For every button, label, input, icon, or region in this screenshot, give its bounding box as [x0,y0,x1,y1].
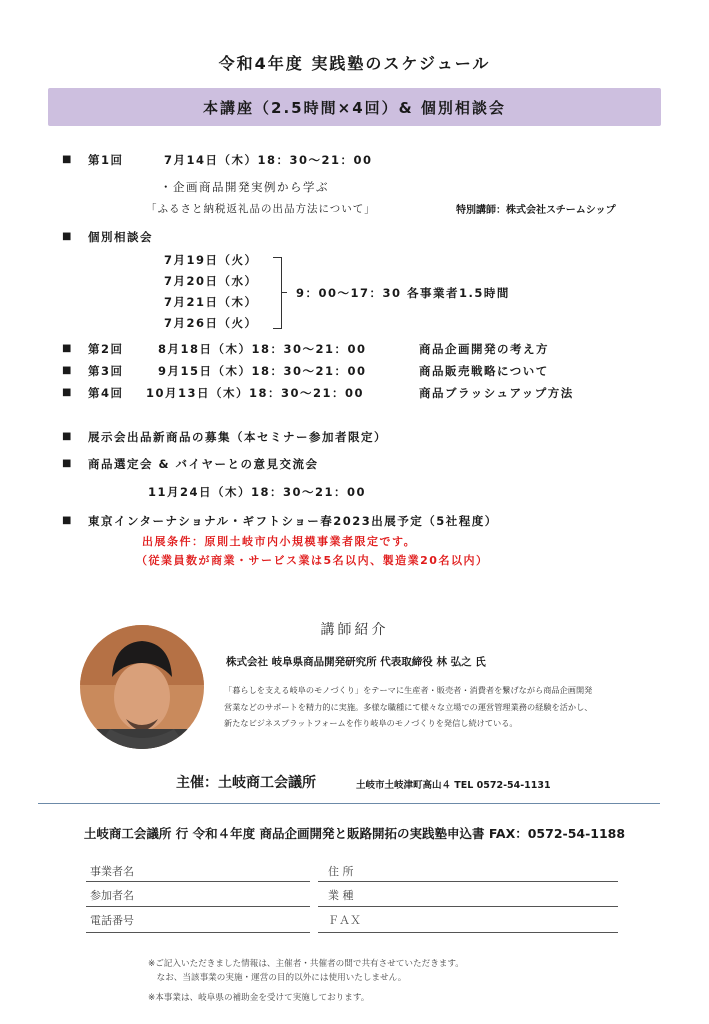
date-bracket-tick [281,292,287,293]
session-3-topic: 商品販売戦略について [419,364,549,378]
field-address-label: 住 所 [328,865,354,878]
instructor-heading: 講師紹介 [320,622,389,638]
page-title: 令和4年度 実践塾のスケジュール [218,54,491,73]
application-form-title: 土岐商工会議所 行 令和４年度 商品企画開発と販路開拓の実践塾申込書 FAX：0572-54-1188 [83,826,626,841]
bullet-marker: ■ [62,365,73,376]
field-address-input[interactable] [318,881,618,882]
field-industry-input[interactable] [318,906,618,907]
instructor-bio: 「暮らしを支える岐阜のモノづくり」をテーマに生産者・販売者・消費者を繋げながら商品企画開発営業などのサポートを精力的に実施。多様な職種にて様々な立場での運営管理業務の経験を活かし、新たなビジネスプラットフォームを作り岐阜のモノづくりを発信し続けている。 [224,685,593,728]
bullet-marker: ■ [62,231,73,242]
session-3-label: 第3回 [88,364,124,378]
session-1-topic: ・企画商品開発実例から学ぶ [160,180,329,194]
note-line: ※本事業は、岐阜県の補助金を受けて実施しております。 [148,993,370,1003]
field-business-name-input[interactable] [86,881,310,882]
session-2-time: 8月18日（木）18：30～21：00 [158,342,367,356]
session-3-time: 9月15日（木）18：30～21：00 [158,364,367,378]
field-phone-label: 電話番号 [90,914,134,927]
gift-show-plan: 東京インターナショナル・ギフトショー春2023出展予定（5社程度） [88,514,498,528]
field-participant-label: 参加者名 [90,889,134,902]
consultation-date: 7月19日（火） [164,253,258,267]
session-2-topic: 商品企画開発の考え方 [419,342,549,356]
bullet-marker: ■ [62,515,73,526]
selection-meeting: 商品選定会 & バイヤーとの意見交流会 [88,457,319,471]
note-line: ※ご記入いただきました情報は、主催者・共催者の間で共有させていただきます。 [148,959,464,969]
field-phone-input[interactable] [86,932,310,933]
course-banner-text: 本講座（2.5時間×4回）& 個別相談会 [203,98,506,117]
session-1-time: 7月14日（木）18：30～21：00 [164,153,373,167]
session-1-subject: 「ふるさと納税返礼品の出品方法について」 [146,203,376,215]
consultation-time: 9：00～17：30 各事業者1.5時間 [296,286,510,300]
session-1-label: 第1回 [88,153,124,167]
note-line: なお、当該事業の実施・運営の目的以外には使用いたしません。 [148,973,407,983]
session-4-time: 10月13日（木）18：30～21：00 [146,386,365,400]
exhibit-recruitment: 展示会出品新商品の募集（本セミナー参加者限定） [88,430,387,444]
bullet-marker: ■ [62,343,73,354]
date-bracket [273,257,282,329]
host-address: 土岐市土岐津町高山４ TEL 0572-54-1131 [356,780,551,791]
bullet-marker: ■ [62,387,73,398]
bullet-marker: ■ [62,154,73,165]
field-fax-input[interactable] [318,932,618,933]
field-business-name-label: 事業者名 [90,865,134,878]
session-4-topic: 商品ブラッシュアップ方法 [419,386,574,400]
consultation-date: 7月21日（木） [164,295,258,309]
session-4-label: 第4回 [88,386,124,400]
host-organizer: 主催：土岐商工会議所 [176,775,316,791]
selection-meeting-time: 11月24日（木）18：30～21：00 [148,485,367,499]
exhibit-condition-detail: （従業員数が商業・サービス業は5名以内、製造業20名以内） [136,554,489,567]
session-1-lecturer: 特別講師：株式会社スチームシップ [456,205,616,216]
consultation-date: 7月20日（水） [164,274,258,288]
field-fax-label: ＦＡＸ [328,914,361,927]
consultation-label: 個別相談会 [88,230,153,244]
section-divider [38,803,660,804]
session-2-label: 第2回 [88,342,124,356]
consultation-date: 7月26日（火） [164,316,258,330]
instructor-name: 株式会社 岐阜県商品開発研究所 代表取締役 林 弘之 氏 [226,656,486,668]
bullet-marker: ■ [62,458,73,469]
field-industry-label: 業 種 [328,889,354,902]
field-participant-input[interactable] [86,906,310,907]
bullet-marker: ■ [62,431,73,442]
privacy-notes [148,957,464,1005]
course-banner [48,88,661,126]
instructor-photo [80,625,204,749]
exhibit-condition: 出展条件：原則土岐市内小規模事業者限定です。 [142,535,417,548]
instructor-portrait-image [80,625,204,749]
